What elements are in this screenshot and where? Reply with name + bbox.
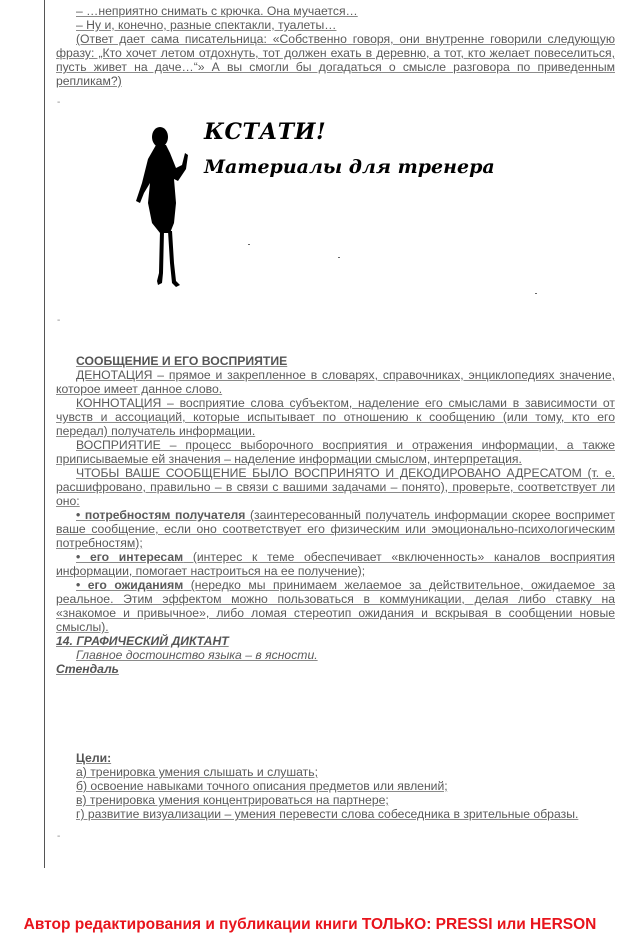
- exercise-author: Стендаль: [56, 662, 119, 676]
- dialogue-line-1: – …неприятно снимать с крючка. Она мучается…: [76, 4, 358, 18]
- banner-subtitle: Материалы для тренера: [204, 156, 495, 178]
- list-item-expectations: [56, 578, 615, 634]
- exercise-quote: Главное достоинство языка – в ясности.: [76, 648, 318, 662]
- denotation-paragraph: ДЕНОТАЦИЯ – прямое и закрепленное в словарях, справочниках, энциклопедиях значение, которое имеет данное слово.: [56, 368, 615, 396]
- banner-dot-3: [535, 293, 537, 294]
- banner-dot-1: [248, 244, 250, 245]
- dash-mark-2: -: [57, 315, 61, 326]
- message-section: [56, 354, 615, 676]
- answer-paragraph: (Ответ дает сама писательница: «Собственно говоря, они внутренне говорили следующую фразу: „Кто хочет летом отдохнуть, тот должен ехать в деревню, а тот, кто желает повеселиться, пусть живет на даче…“» А вы смогли бы догадаться о смысле разговора по приведенным репликам?): [56, 32, 615, 88]
- item-needs-label: • потребностям получателя: [76, 508, 246, 522]
- dialogue-block: [56, 4, 615, 88]
- banner-title: КСТАТИ!: [204, 119, 327, 145]
- goal-item-d: г) развитие визуализации – умения перевести слова собеседника в зрительные образы.: [76, 807, 579, 821]
- goal-item-a: а) тренировка умения слышать и слушать;: [76, 765, 319, 779]
- perception-paragraph: ВОСПРИЯТИЕ – процесс выборочного восприятия и отражения информации, а также приписываемые ей значения – наделение информации смыслом, интерпретация.: [56, 438, 615, 466]
- goal-item-c: в) тренировка умения концентрироваться на партнере;: [76, 793, 389, 807]
- list-item-interests: [56, 550, 615, 578]
- woman-silhouette-icon: [130, 123, 200, 293]
- dash-mark-3: -: [57, 831, 61, 842]
- item-interests-text: (интерес к теме обеспечивает «включенность» каналов восприятия информации, помогает настроиться на ее получение);: [56, 550, 615, 578]
- trainer-banner: [130, 119, 550, 298]
- intro-paragraph: ЧТОБЫ ВАШЕ СООБЩЕНИЕ БЫЛО ВОСПРИНЯТО И ДЕКОДИРОВАНО АДРЕСАТОМ (т. е. расшифровано, правильно – в связи с вашими задачами – понято), проверьте, соответствует ли оно:: [56, 466, 615, 508]
- goals-heading: Цели:: [76, 751, 112, 765]
- publisher-footer: Автор редактирования и публикации книги ТОЛЬКО: PRESSI или HERSON: [23, 916, 597, 933]
- exercise-heading: 14. ГРАФИЧЕСКИЙ ДИКТАНТ: [56, 634, 229, 648]
- margin-rule: [44, 0, 45, 868]
- banner-dot-2: [338, 257, 340, 258]
- goal-item-b: б) освоение навыками точного описания предметов или явлений;: [76, 779, 448, 793]
- connotation-paragraph: КОННОТАЦИЯ – восприятие слова субъектом, наделение его смыслами в зависимости от чувств и ассоциаций, которые испытывает по отношению к сообщению (или тому, кто его передал) получатель информации.: [56, 396, 615, 438]
- list-item-needs: [56, 508, 615, 550]
- item-expectations-text: (нередко мы принимаем желаемое за действительное, ожидаемое за реальное. Этим эффектом можно пользоваться в коммуникации, делая либо ставку на «знакомое и привычное», либо ломая стереотип ожидания и вскрывая в сообщении новые смыслы).: [56, 578, 616, 634]
- dash-mark-1: -: [57, 97, 61, 108]
- goals-block: [56, 751, 615, 821]
- dialogue-line-2: – Ну и, конечно, разные спектакли, туалеты…: [76, 18, 337, 32]
- item-needs-text: (заинтересованный получатель информации скорее воспримет ваше сообщение, если оно соответствует его физическим или эмоционально-психологическим потребностям);: [56, 508, 616, 550]
- section-heading: СООБЩЕНИЕ И ЕГО ВОСПРИЯТИЕ: [76, 354, 288, 368]
- item-expectations-label: • его ожиданиям: [76, 578, 184, 592]
- item-interests-label: • его интересам: [76, 550, 184, 564]
